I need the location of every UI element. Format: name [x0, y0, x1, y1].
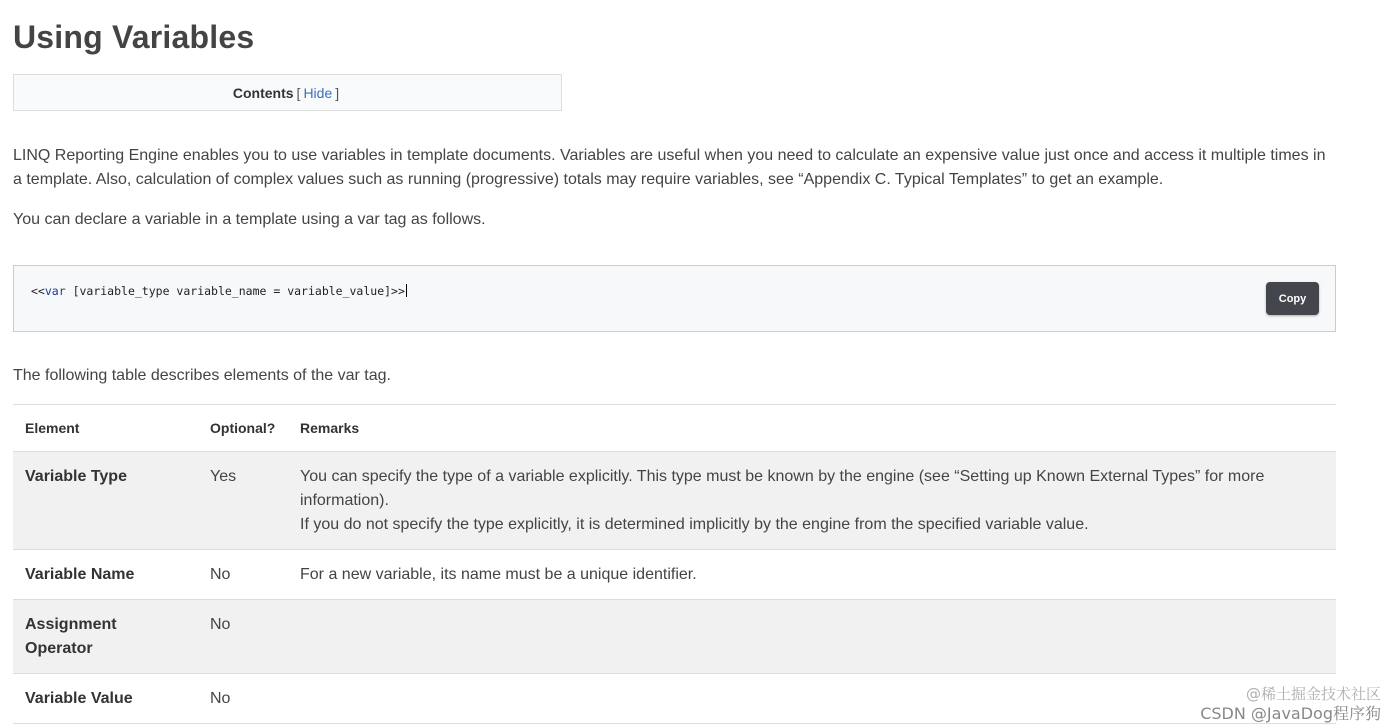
watermark-line1: @稀土掘金技术社区: [1245, 685, 1381, 703]
code-block: [13, 265, 1336, 332]
watermark: [1200, 684, 1381, 724]
cell-remarks: [288, 600, 1336, 674]
cell-remarks: [288, 452, 1336, 550]
toc-hide-link[interactable]: Hide: [303, 84, 333, 101]
declare-paragraph: You can declare a variable in a template using a var tag as follows.: [13, 211, 486, 228]
table-row: [13, 452, 1336, 550]
table-intro: The following table describes elements of the var tag.: [13, 367, 391, 384]
cell-optional: Yes: [198, 452, 288, 550]
watermark-line2: CSDN @JavaDog程序狗: [1200, 704, 1381, 723]
table-of-contents: [13, 74, 562, 111]
cell-element: Variable Value: [13, 674, 198, 724]
element-text: Assignment Operator: [25, 616, 117, 657]
cell-optional: No: [198, 600, 288, 674]
cell-optional: No: [198, 674, 288, 724]
header-remarks: Remarks: [288, 405, 1336, 452]
cell-element: [13, 600, 198, 674]
table-row: [13, 674, 1336, 724]
toc-close-bracket: ]: [335, 84, 340, 101]
toc-label: Contents: [232, 84, 294, 101]
code-snippet[interactable]: [31, 284, 407, 298]
remarks-line: You can specify the type of a variable explicitly. This type must be known by the engine (see “Setting up Known External Types” for more information).: [300, 468, 1265, 509]
var-tag-table: [13, 404, 1336, 724]
cell-element: Variable Name: [13, 550, 198, 600]
table-row: [13, 600, 1336, 674]
intro-paragraph: LINQ Reporting Engine enables you to use variables in template documents. Variables are useful when you need to calculate an expensive value just once and access it multiple times in a template. Also, calculation of complex values such as running (progressive) totals may require variables, see “Appendix C. Typical Templates” to get an example.: [13, 147, 1326, 188]
table-header-row: [13, 405, 1336, 452]
remarks-line: If you do not specify the type explicitly, it is determined implicitly by the engine from the specified variable value.: [300, 516, 1089, 533]
copy-button[interactable]: Copy: [1266, 282, 1319, 315]
header-element: Element: [13, 405, 198, 452]
page-title: Using Variables: [13, 19, 255, 55]
toc-open-bracket: [: [296, 84, 301, 101]
code-keyword: var: [44, 284, 66, 298]
text-cursor: [406, 284, 407, 297]
code-rest: [variable_type variable_name = variable_value]>>: [65, 284, 405, 298]
code-prefix: <<: [31, 284, 45, 298]
header-optional: Optional?: [198, 405, 288, 452]
table-row: [13, 550, 1336, 600]
cell-element: Variable Type: [13, 452, 198, 550]
cell-remarks: [288, 674, 1336, 724]
cell-remarks: For a new variable, its name must be a unique identifier.: [288, 550, 1336, 600]
cell-optional: No: [198, 550, 288, 600]
